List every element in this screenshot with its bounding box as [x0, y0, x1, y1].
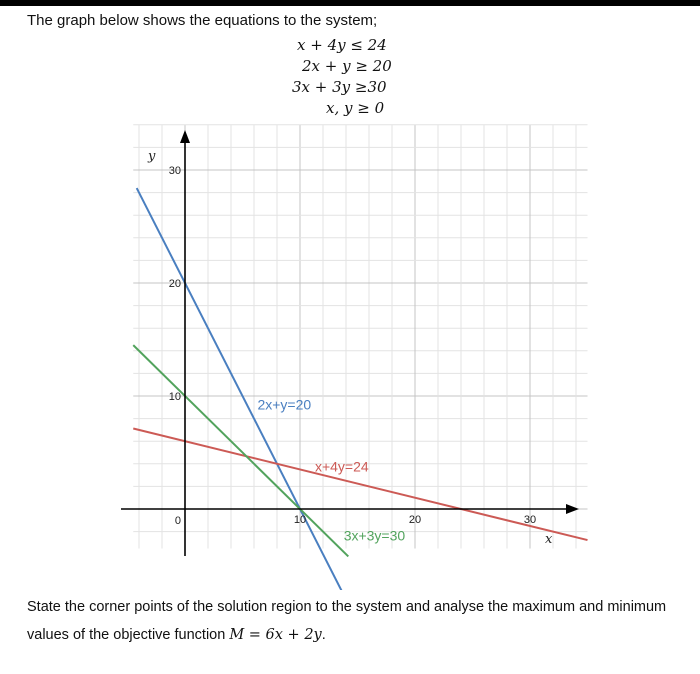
intro-text: The graph below shows the equations to the system;	[27, 12, 378, 29]
line-label: 3x+3y=30	[343, 527, 406, 544]
x-axis-label: x	[545, 532, 553, 547]
x-tick-label: 30	[523, 514, 537, 526]
constraint-3: 3x + 3y ≥30	[292, 78, 387, 96]
y-tick-label: 20	[168, 278, 181, 290]
x-tick-label: 10	[293, 514, 307, 526]
line-label: 2x+y=20	[257, 396, 312, 413]
constraint-1: x + 4y ≤ 24	[297, 36, 387, 54]
objective-function: M = 6x + 2y	[229, 627, 322, 643]
question-body: State the corner points of the solution region to the system and analyse the maximum and minimum values of the objective function	[27, 599, 667, 643]
y-axis-arrow	[180, 130, 190, 143]
line-3x-3y-30	[133, 345, 348, 556]
line-x-4y-24	[133, 428, 587, 540]
question-end: .	[321, 627, 326, 643]
question-text	[27, 593, 677, 649]
y-tick-label: 10	[168, 391, 181, 403]
constraint-4: x, y ≥ 0	[326, 99, 385, 117]
y-axis-label: y	[148, 149, 156, 164]
axes	[121, 130, 579, 556]
x-tick-label: 20	[408, 514, 422, 526]
x-axis-arrow	[566, 504, 579, 514]
line-label: x+4y=24	[314, 458, 369, 475]
constraint-2: 2x + y ≥ 20	[302, 57, 392, 75]
y-tick-label: 30	[168, 165, 181, 177]
origin-label: 0	[174, 515, 181, 527]
